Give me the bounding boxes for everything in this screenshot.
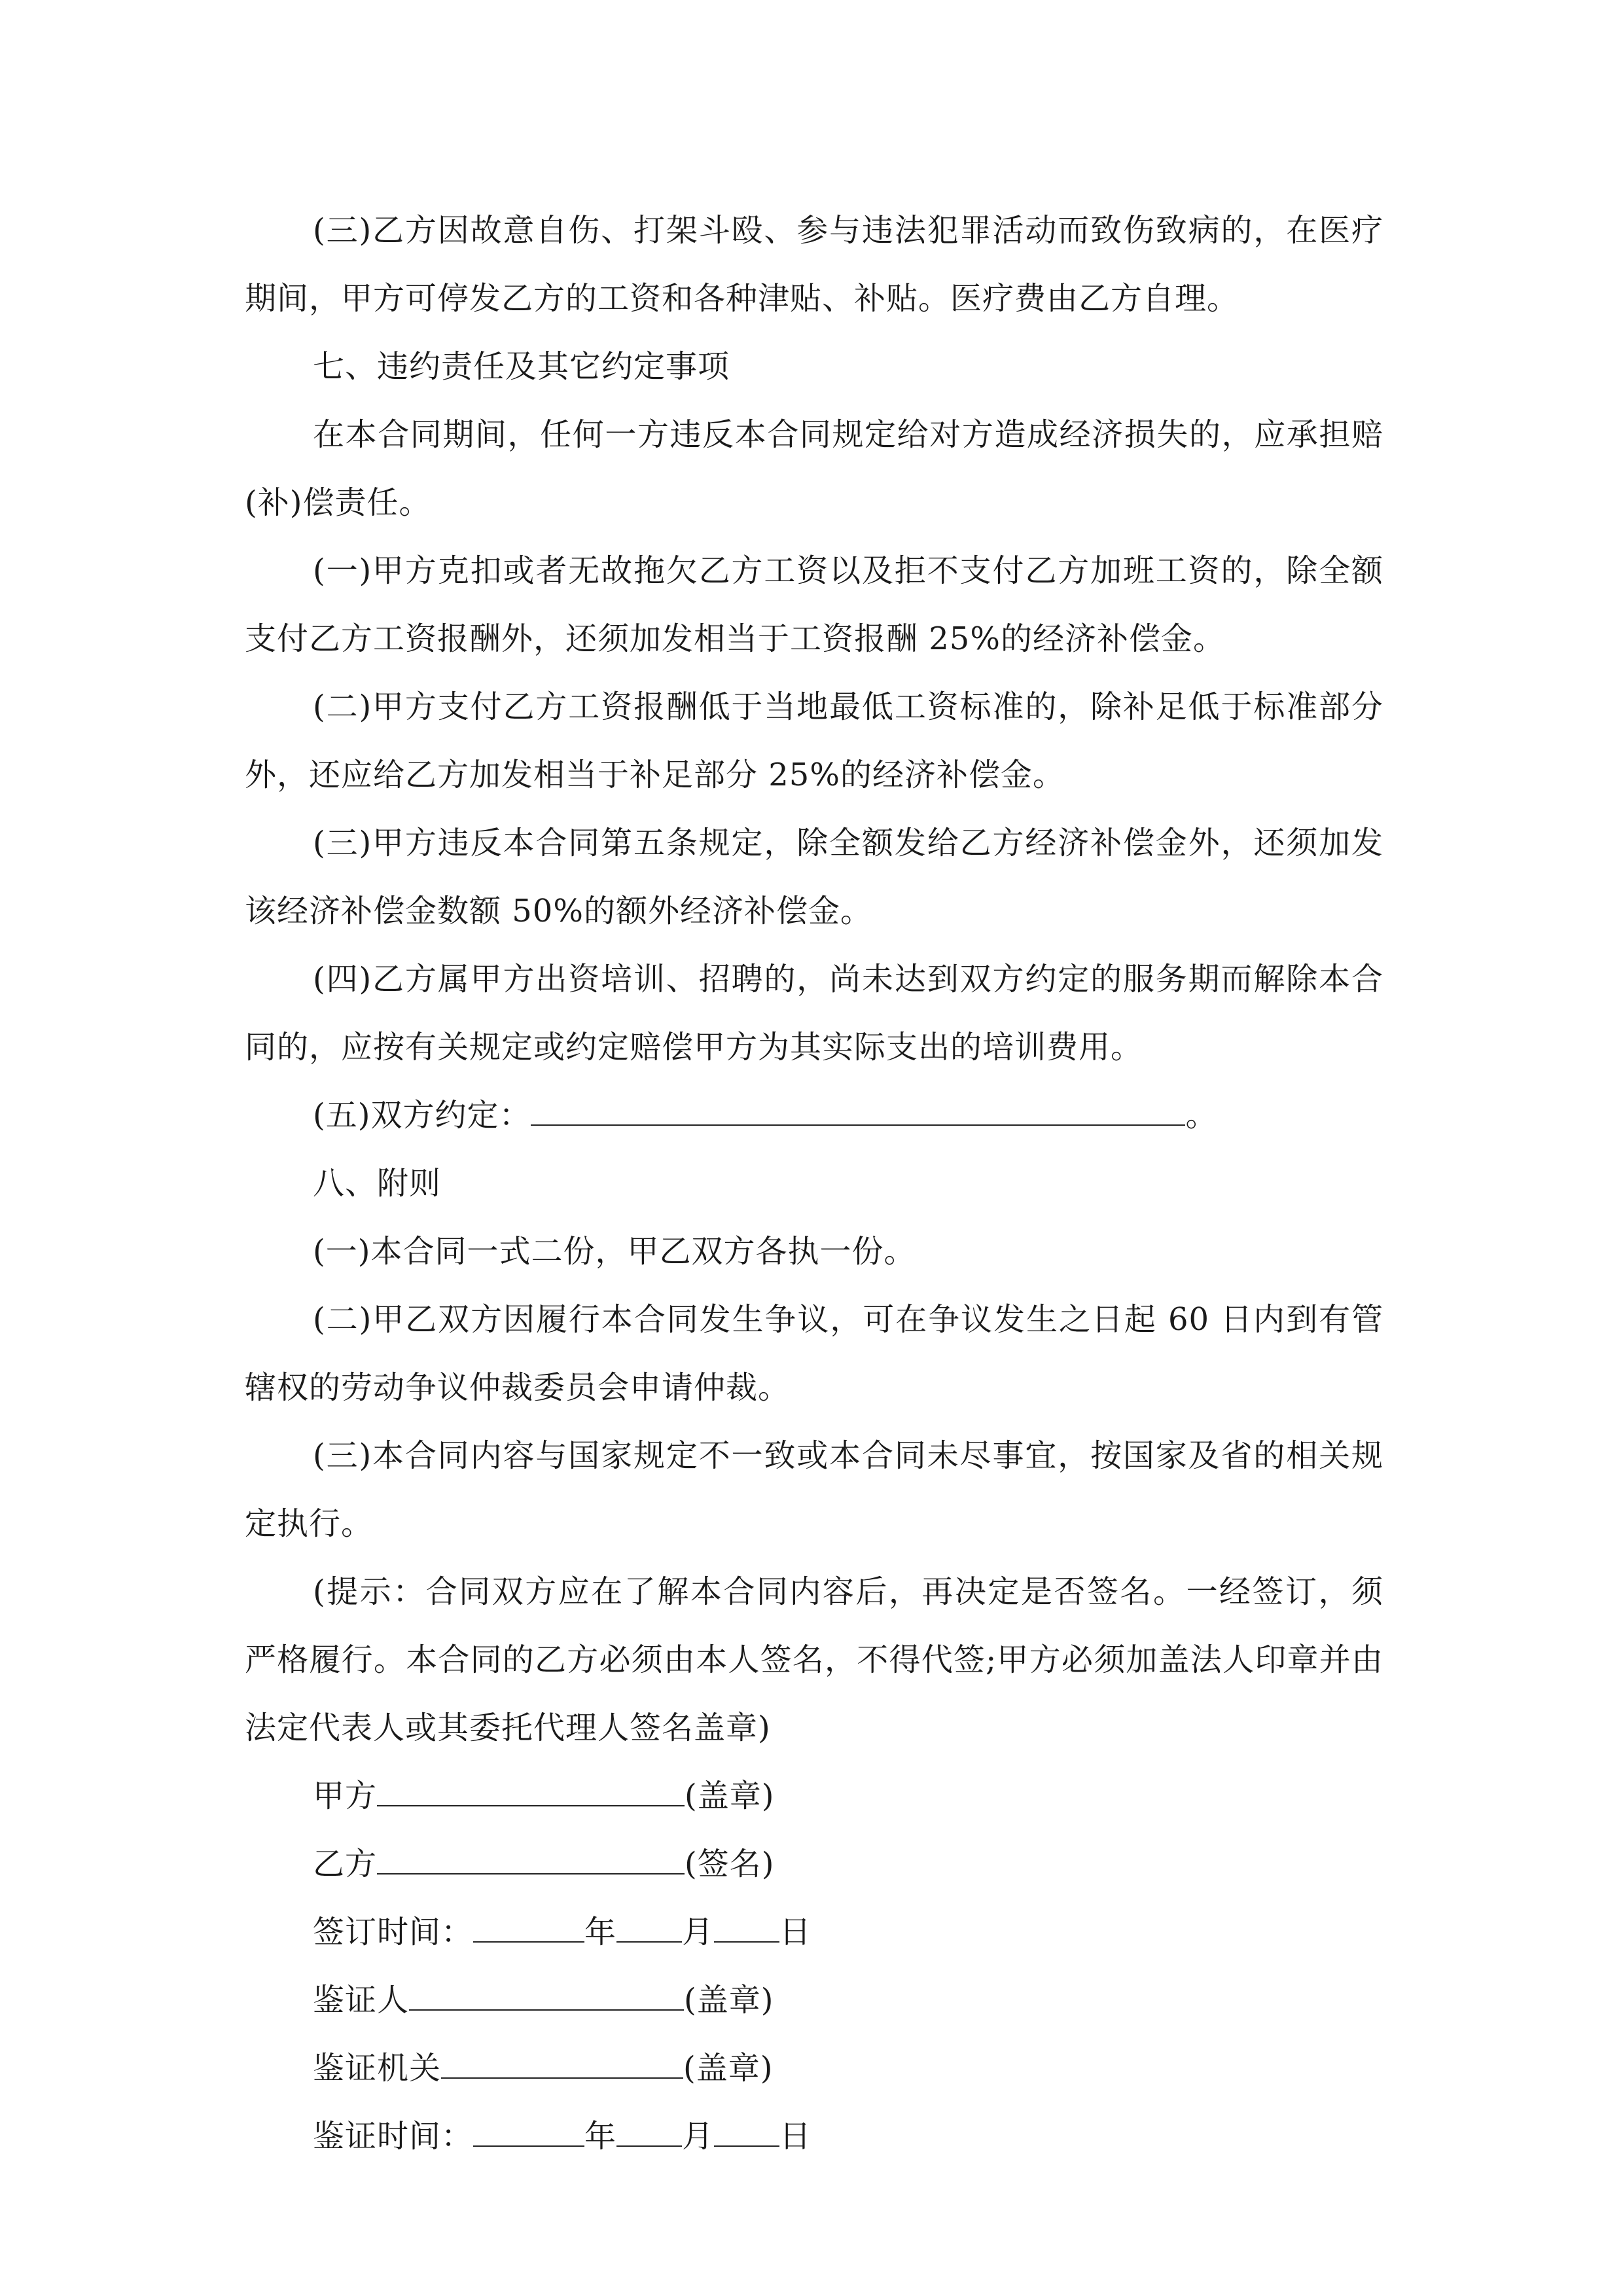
agreement-label: (五)双方约定： — [313, 1097, 531, 1134]
paragraph-notice: (提示：合同双方应在了解本合同内容后，再决定是否签名。一经签订，须严格履行。本合同的乙方必须由本人签名，不得代签;甲方必须加盖法人印章并由法定代表人或其委托代理人签名盖章) — [245, 1573, 1383, 1746]
witness-label: 鉴证人 — [313, 1982, 410, 2018]
witness-suffix: (盖章) — [684, 1982, 774, 2018]
section-heading-7: 七、违约责任及其它约定事项 — [313, 348, 730, 385]
party-b-blank-line[interactable] — [377, 1847, 685, 1874]
signature-witness — [245, 1966, 1383, 2034]
signature-witness-date — [245, 2102, 1383, 2170]
party-a-label: 甲方 — [313, 1778, 378, 1814]
witness-day-label: 日 — [779, 2118, 812, 2155]
agreement-blank-line[interactable] — [531, 1098, 1185, 1126]
paragraph-clause-7-2: (二)甲方支付乙方工资报酬低于当地最低工资标准的，除补足低于标准部分外，还应给乙方加发相当于补足部分 25%的经济补偿金。 — [245, 689, 1383, 793]
signature-authority — [245, 2034, 1383, 2102]
party-a-blank-line[interactable] — [377, 1779, 685, 1806]
witness-year-label: 年 — [584, 2118, 617, 2155]
authority-label: 鉴证机关 — [313, 2050, 442, 2087]
sign-year-label: 年 — [584, 1914, 617, 1950]
sign-day-blank[interactable] — [714, 1915, 779, 1943]
witness-year-blank[interactable] — [473, 2119, 584, 2147]
party-a-suffix: (盖章) — [685, 1778, 775, 1814]
authority-suffix: (盖章) — [683, 2050, 774, 2087]
paragraph-clause-7-5 — [245, 1081, 1383, 1149]
signature-party-b — [245, 1830, 1383, 1898]
sign-date-label: 签订时间： — [313, 1914, 474, 1950]
signature-party-a — [245, 1762, 1383, 1830]
signature-sign-date — [245, 1898, 1383, 1966]
paragraph-clause-6-3: (三)乙方因故意自伤、打架斗殴、参与违法犯罪活动而致伤致病的，在医疗期间，甲方可停发乙方的工资和各种津贴、补贴。医疗费由乙方自理。 — [245, 212, 1383, 317]
paragraph-clause-8-2: (二)甲乙双方因履行本合同发生争议，可在争议发生之日起 60 日内到有管辖权的劳动争议仲裁委员会申请仲裁。 — [245, 1301, 1383, 1406]
paragraph-clause-7-1: (一)甲方克扣或者无故拖欠乙方工资以及拒不支付乙方加班工资的，除全额支付乙方工资报酬外，还须加发相当于工资报酬 25%的经济补偿金。 — [245, 552, 1383, 657]
witness-month-label: 月 — [682, 2118, 715, 2155]
authority-blank-line[interactable] — [441, 2051, 683, 2079]
sign-month-blank[interactable] — [616, 1915, 682, 1943]
sign-year-blank[interactable] — [473, 1915, 584, 1943]
party-b-suffix: (签名) — [685, 1846, 775, 1882]
paragraph-clause-8-1: (一)本合同一式二份，甲乙双方各执一份。 — [313, 1233, 916, 1270]
witness-day-blank[interactable] — [714, 2119, 779, 2147]
sign-day-label: 日 — [779, 1914, 812, 1950]
party-b-label: 乙方 — [313, 1846, 378, 1882]
witness-blank-line[interactable] — [409, 1983, 684, 2011]
section-heading-8: 八、附则 — [313, 1165, 442, 1202]
paragraph-liability: 在本合同期间，任何一方违反本合同规定给对方造成经济损失的，应承担赔(补)偿责任。 — [245, 416, 1383, 521]
witness-date-label: 鉴证时间： — [313, 2118, 474, 2155]
agreement-end: 。 — [1185, 1097, 1218, 1134]
paragraph-clause-8-3: (三)本合同内容与国家规定不一致或本合同未尽事宜，按国家及省的相关规定执行。 — [245, 1437, 1383, 1542]
document-body — [245, 196, 1383, 2170]
paragraph-clause-7-4: (四)乙方属甲方出资培训、招聘的，尚未达到双方约定的服务期而解除本合同的，应按有关规定或约定赔偿甲方为其实际支出的培训费用。 — [245, 961, 1383, 1066]
sign-month-label: 月 — [682, 1914, 715, 1950]
witness-month-blank[interactable] — [616, 2119, 682, 2147]
paragraph-clause-7-3: (三)甲方违反本合同第五条规定，除全额发给乙方经济补偿金外，还须加发该经济补偿金数额 50%的额外经济补偿金。 — [245, 825, 1383, 929]
